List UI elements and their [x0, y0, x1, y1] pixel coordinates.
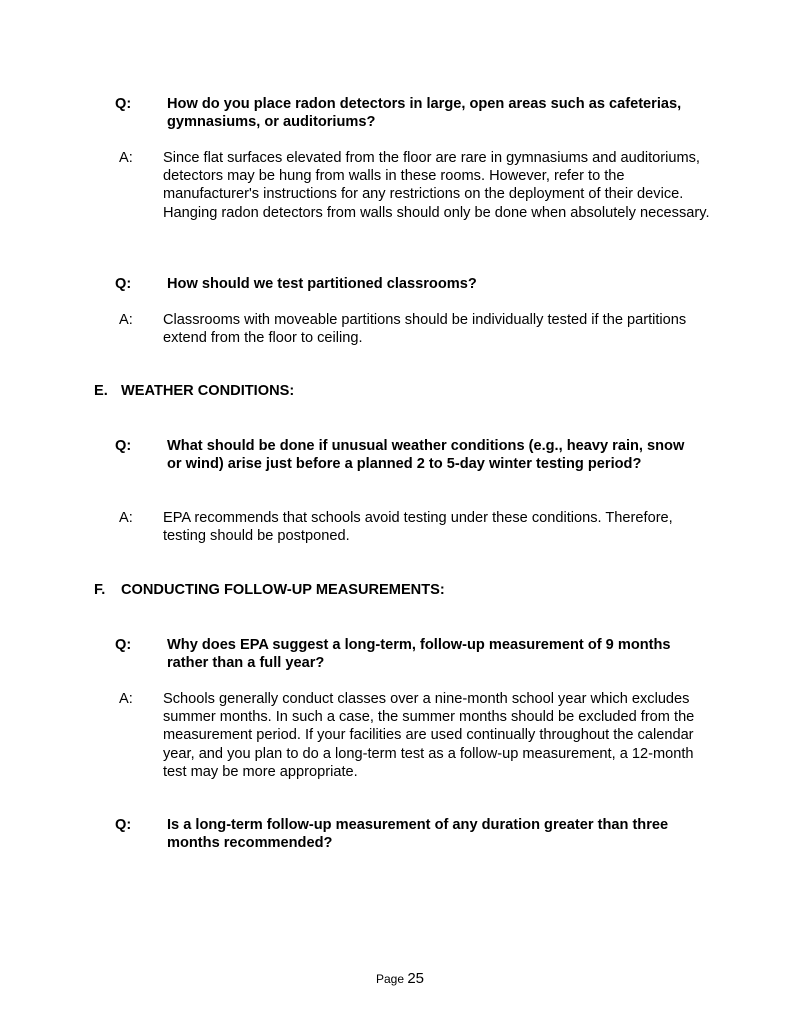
page-label: Page [375, 972, 404, 986]
question-text: Why does EPA suggest a long-term, follow-up measurement of 9 months rather than a full year? [167, 637, 671, 672]
section-heading-f [94, 581, 445, 599]
section-title: WEATHER CONDITIONS: [121, 383, 295, 399]
question-text: What should be done if unusual weather conditions (e.g., heavy rain, snow or wind) arise just before a planned 2 to 5-day winter testing period? [167, 438, 685, 473]
page-footer [0, 970, 800, 988]
page-number: 25 [407, 970, 425, 987]
q-prefix: Q: [115, 438, 132, 454]
q-prefix: Q: [115, 276, 132, 292]
section-letter: F. [94, 582, 106, 598]
answer-radon-open-areas [119, 149, 711, 222]
answer-nine-month-measurement [119, 690, 711, 781]
question-partitioned-classrooms [115, 275, 701, 293]
section-letter: E. [94, 383, 108, 399]
question-weather-conditions [115, 437, 701, 473]
answer-text: EPA recommends that schools avoid testing under these conditions. Therefore, testing should be postponed. [163, 510, 673, 545]
a-prefix: A: [119, 510, 133, 526]
question-text: How should we test partitioned classrooms? [167, 276, 477, 292]
a-prefix: A: [119, 150, 133, 166]
answer-text: Classrooms with moveable partitions should be individually tested if the partitions extend from the floor to ceiling. [163, 312, 687, 347]
a-prefix: A: [119, 691, 133, 707]
answer-weather-conditions [119, 509, 711, 545]
q-prefix: Q: [115, 96, 132, 112]
q-prefix: Q: [115, 637, 132, 653]
section-heading-e [94, 382, 294, 400]
answer-text: Since flat surfaces elevated from the floor are rare in gymnasiums and auditoriums, detectors may be hung from walls in these rooms. However, refer to the manufacturer's instructions for any restrictions on the deployment of their device. Hanging radon detectors from walls should only be done when absolutely necessary. [163, 150, 710, 221]
q-prefix: Q: [115, 817, 132, 833]
a-prefix: A: [119, 312, 133, 328]
answer-partitioned-classrooms [119, 311, 711, 347]
question-duration-greater-three-months [115, 816, 701, 852]
answer-text: Schools generally conduct classes over a nine-month school year which excludes summer months. In such a case, the summer months should be excluded from the measurement period. If your facilities are used continually throughout the calendar year, and you plan to do a long-term test as a follow-up measurement, a 12-month test may be more appropriate. [163, 691, 695, 780]
question-text: Is a long-term follow-up measurement of any duration greater than three months recommended? [167, 817, 669, 852]
question-nine-month-measurement [115, 636, 701, 672]
question-text: How do you place radon detectors in large, open areas such as cafeterias, gymnasiums, or auditoriums? [167, 96, 682, 131]
question-radon-open-areas [115, 95, 701, 131]
section-title: CONDUCTING FOLLOW-UP MEASUREMENTS: [121, 582, 445, 598]
